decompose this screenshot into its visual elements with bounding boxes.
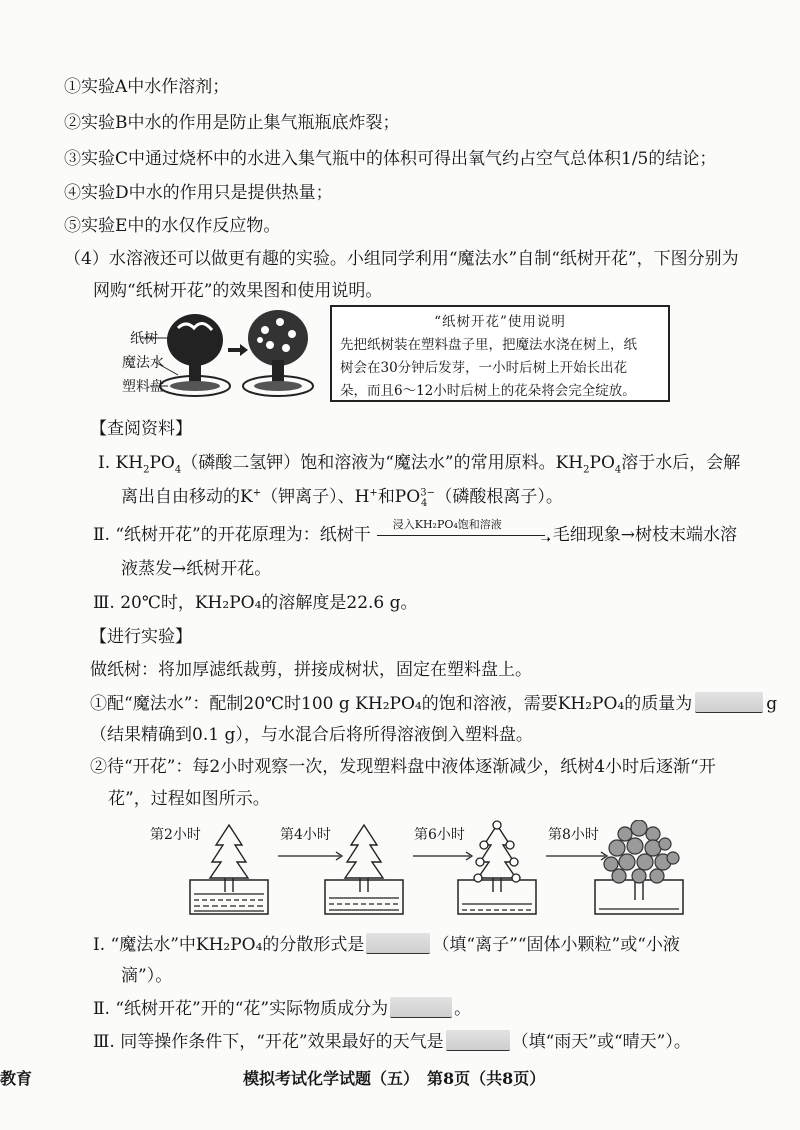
stage-label-2h: 第2小时 — [150, 827, 201, 843]
statement-5: ⑤实验E中的水仅作反应物。 — [64, 216, 281, 236]
stage-4-tree-icon — [595, 820, 683, 914]
statement-3: ③实验C中通过烧杯中的水进入集气瓶中的体积可得出氧气约占空气总体积1/5的结论； — [64, 149, 717, 169]
question-i-line1: Ⅰ. “魔法水”中KH₂PO₄的分散形式是 （填“离子”“固体小颗粒”或“小液 — [93, 935, 680, 955]
footer-left-text: 教育 — [0, 1069, 33, 1088]
reaction-arrow — [377, 535, 545, 536]
statement-2: ②实验B中水的作用是防止集气瓶瓶底炸裂； — [64, 113, 400, 133]
research-item-1-line2: 离出自由移动的K+（钾离子）、H+和$PO^{3-}_4$ （磷酸根离子）。 — [121, 487, 563, 510]
question-ii: Ⅱ. “纸树开花”开的“花”实际物质成分为 。 — [93, 999, 472, 1019]
stage-1-tree-icon — [190, 825, 268, 914]
research-item-2-line2: 液蒸发→纸树开花。 — [121, 559, 272, 579]
answer-blank-mass[interactable] — [695, 692, 763, 713]
answer-blank-dispersion[interactable] — [366, 933, 430, 954]
answer-blank-flower-substance[interactable] — [390, 997, 452, 1018]
blooming-process-figure — [150, 820, 690, 920]
instructions-line-3: 朵，而且6～12小时后树上的花朵将会完全绽放。 — [340, 383, 636, 399]
experiment-heading: 【进行实验】 — [90, 627, 192, 647]
statement-4: ④实验D中水的作用只是提供热量； — [64, 183, 333, 203]
instructions-line-1: 先把纸树装在塑料盘子里，把魔法水浇在树上，纸 — [340, 337, 637, 353]
stage-label-8h: 第8小时 — [548, 827, 599, 843]
research-item-3: Ⅲ. 20℃时，KH₂PO₄的溶解度是22.6 g。 — [93, 593, 418, 613]
question-4-intro-line2: 网购“纸树开花”的效果图和使用说明。 — [93, 281, 383, 301]
question-i-line2: 滴”）。 — [121, 966, 173, 986]
tree-before-icon — [160, 314, 230, 396]
tree-after-icon — [243, 310, 313, 396]
label-paper-tree: 纸树 — [130, 331, 158, 347]
footer-page-info: 模拟考试化学试题（五） 第8页（共8页） — [243, 1069, 546, 1088]
step-2-line1: ②待“开花”：每2小时观察一次，发现塑料盘中液体逐渐减少，纸树4小时后逐渐“开 — [90, 757, 716, 777]
step-1-line2: （结果精确到0.1 g），与水混合后将所得溶液倒入塑料盘。 — [90, 725, 533, 745]
stage-2-tree-icon — [325, 825, 403, 914]
stage-3-tree-icon — [458, 821, 536, 914]
stage-label-4h: 第4小时 — [280, 827, 331, 843]
research-heading: 【查阅资料】 — [90, 419, 192, 439]
label-magic-water: 魔法水 — [122, 355, 164, 371]
instructions-line-2: 树会在30分钟后发芽，一小时后树上开始长出花 — [340, 360, 628, 376]
paper-tree-product-image — [100, 300, 325, 405]
research-item-1-line1: Ⅰ. $KH_2PO_4$（磷酸二氢钾）饱和溶液为“魔法水”的常用原料。$KH_2PO_4$溶于水后，会解 — [98, 453, 741, 476]
instructions-title: “纸树开花”使用说明 — [434, 314, 566, 330]
answer-blank-weather[interactable] — [446, 1030, 510, 1051]
research-item-2-line1: Ⅱ. “纸树开花”的开花原理为：纸树干 浸入KH₂PO₄饱和溶液 ➝ 毛细现象→树枝末端水溶 — [93, 524, 737, 546]
question-4-intro-line1: （4）水溶液还可以做更有趣的实验。小组同学利用“魔法水”自制“纸树开花”，下图分别为 — [64, 249, 739, 269]
reaction-arrow-condition: 浸入KH₂PO₄饱和溶液 — [392, 518, 502, 531]
statement-1: ①实验A中水作溶剂； — [64, 77, 230, 97]
question-iii: Ⅲ. 同等操作条件下，“开花”效果最好的天气是 （填“雨天”或“晴天”）。 — [93, 1032, 691, 1052]
make-paper-tree-text: 做纸树：将加厚滤纸裁剪，拼接成树状，固定在塑料盘上。 — [90, 660, 532, 680]
label-plastic-tray: 塑料盘 — [122, 379, 164, 395]
step-1-line1: ①配“魔法水”：配制20℃时100 g KH₂PO₄的饱和溶液，需要KH₂PO₄的质量为 g — [90, 694, 778, 714]
step-2-line2: 花”，过程如图所示。 — [108, 789, 270, 809]
stage-label-6h: 第6小时 — [414, 827, 465, 843]
usage-instructions-box — [330, 305, 670, 402]
